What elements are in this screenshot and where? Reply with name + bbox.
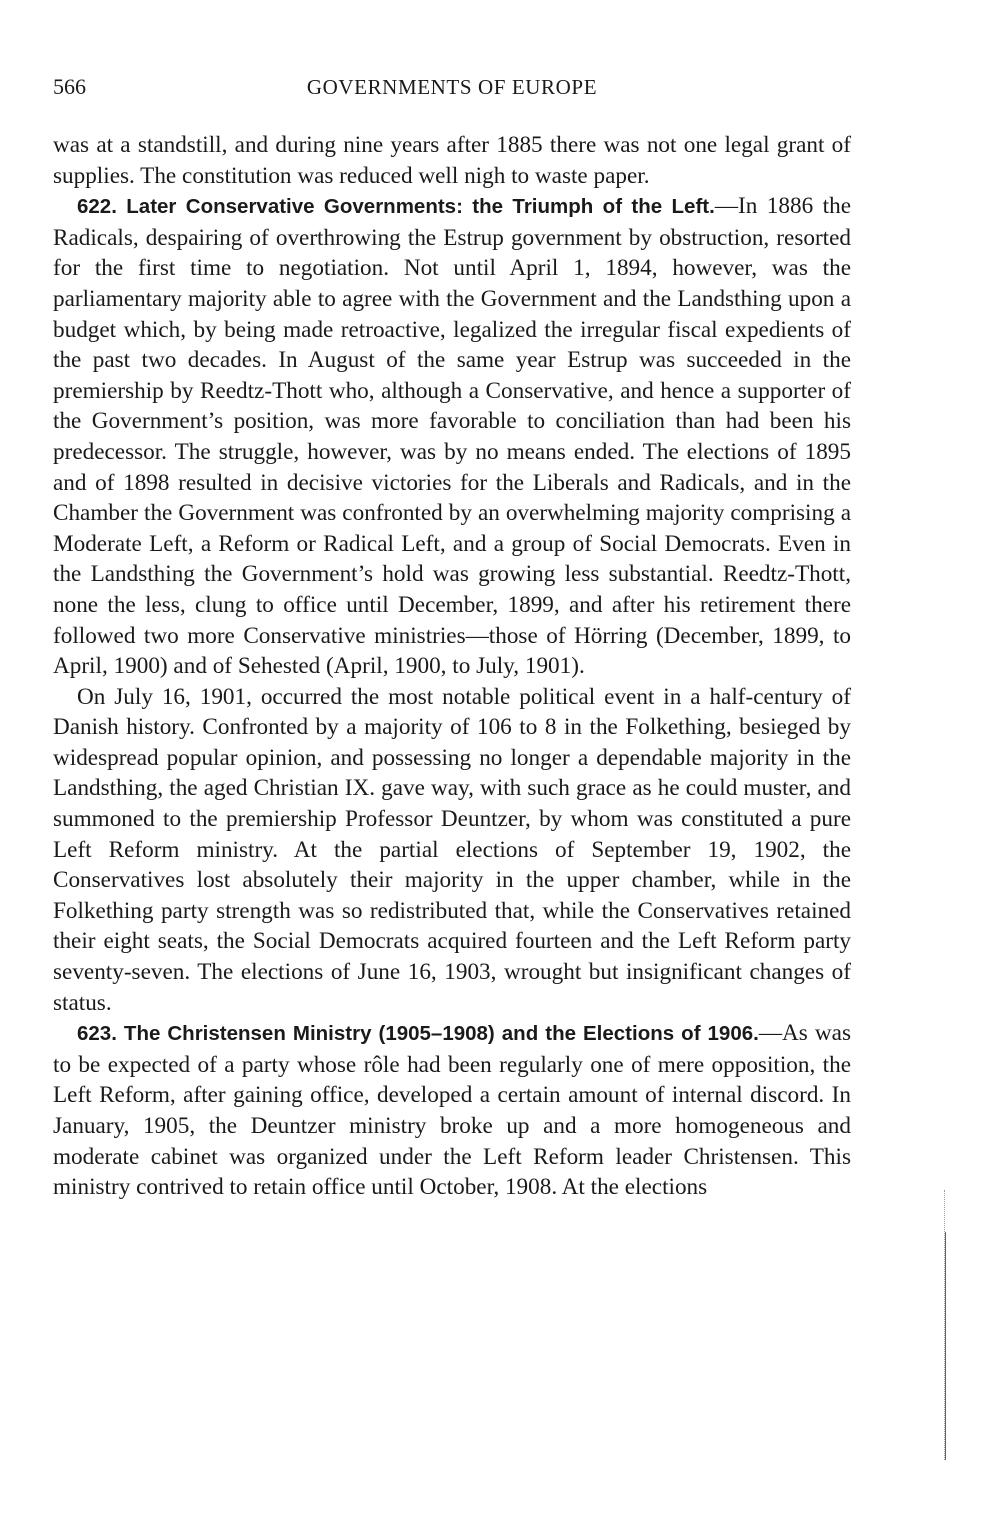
paragraph-july-1901 — [53, 682, 851, 1019]
section-heading-622: 622. Later Conservative Governments: the Triumph of the Left. — [77, 195, 715, 219]
paragraph-text: On July 16, 1901, occurred the most notable political event in a half-century of Danish history. Confronted by a majority of 106 to 8 in the Folkething, besieged by widespread popular opinion, and possessing no longer a dependable majority in the Landsthing, the aged Christian IX. gave way, with such grace as he could muster, and summoned to the premiership Professor Deuntzer, by whom was constituted a pure Left Reform ministry. At the partial elections of September 19, 1902, the Conservatives lost absolutely their majority in the upper chamber, while in the Folkething party strength was so redistributed that, while the Conservatives retained their eight seats, the Social Democrats acquired fourteen and the Left Reform party seventy-seven. The elections of June 16, 1903, wrought but insignificant changes of status. — [53, 683, 851, 1016]
page-number: 566 — [53, 74, 86, 99]
book-page — [53, 70, 851, 1203]
body-text — [53, 130, 851, 1203]
paragraph-text: was at a standstill, and during nine years after 1885 there was not one legal grant of supplies. The constitution was reduced well nigh to waste paper. — [53, 132, 851, 189]
margin-solid-rule — [945, 1232, 946, 1460]
paragraph-text: —As was to be expected of a party whose rôle had been regularly one of mere opposition, the Left Reform, after gaining office, developed a certain amount of internal discord. In January, 1905, the Deuntzer ministry broke up and a more homogeneous and moderate cabinet was organized under the Left Reform leader Christensen. This ministry contrived to retain office until October, 1908. At the elections — [53, 1020, 851, 1201]
running-head — [53, 70, 851, 104]
paragraph-continuation — [53, 130, 851, 191]
paragraph-section-623 — [53, 1018, 851, 1203]
running-title: GOVERNMENTS OF EUROPE — [306, 75, 598, 99]
paragraph-text: —In 1886 the Radicals, despairing of overthrowing the Estrup government by obstruction, resorted for the first time to negotiation. Not until April 1, 1894, however, was the parliamentary majority able to agree with the Government and the Landsthing upon a budget which, by being made retroactive, legalized the irregular fiscal expedients of the past two decades. In August of the same year Estrup was succeeded in the premiership by Reedtz-Thott who, although a Conservative, and hence a supporter of the Government’s position, was more favorable to conciliation than had been his predecessor. The struggle, however, was by no means ended. The elections of 1895 and of 1898 resulted in decisive victories for the Liberals and Radicals, and in the Chamber the Government was confronted by an overwhelming majority comprising a Moderate Left, a Reform or Radical Left, and a group of Social Democrats. Even in the Landsthing the Government’s hold was growing less substantial. Reedtz-Thott, none the less, clung to office until December, 1899, and after his retirement there followed two more Conservative ministries—those of Hörring (December, 1899, to April, 1900) and of Sehested (April, 1900, to July, 1901). — [53, 193, 851, 680]
paragraph-section-622 — [53, 191, 851, 682]
section-heading-623: 623. The Christensen Ministry (1905–1908) and the Elections of 1906. — [77, 1022, 759, 1046]
